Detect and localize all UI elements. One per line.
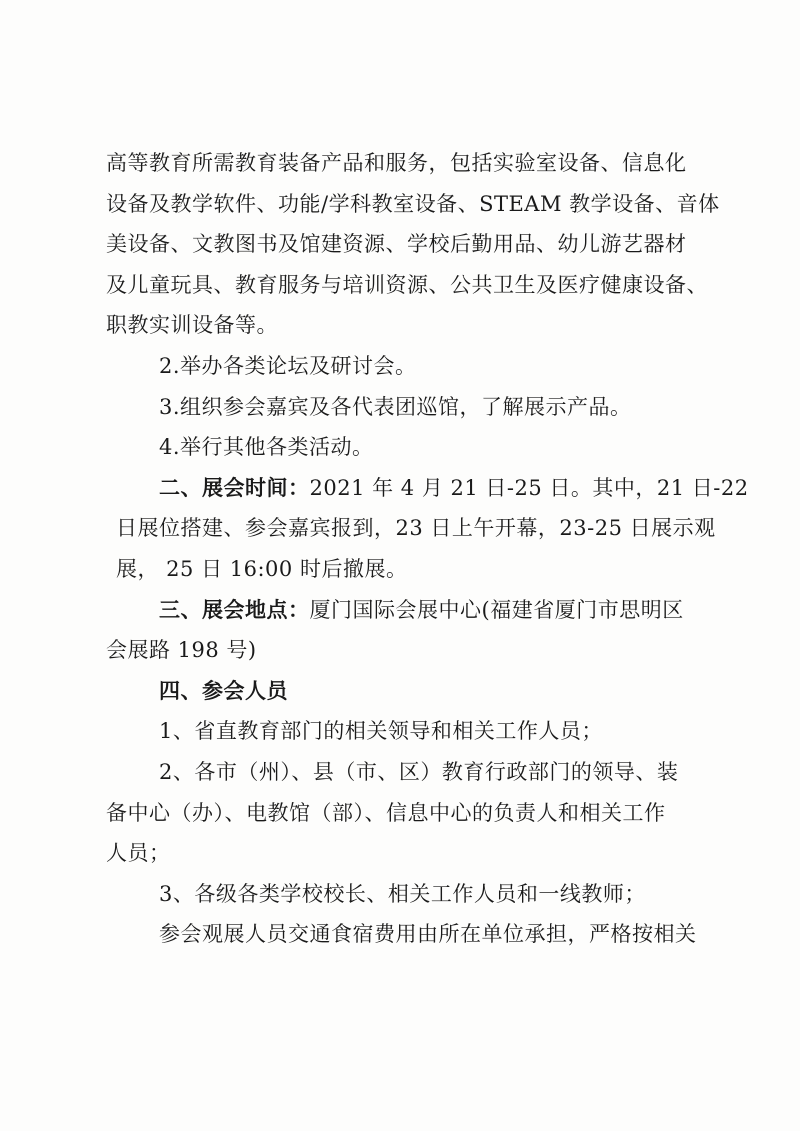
time-heading: 二、展会时间： bbox=[159, 475, 310, 500]
document-body bbox=[106, 143, 749, 955]
body-line: 职教实训设备等。 bbox=[106, 313, 278, 338]
place-section bbox=[106, 590, 696, 631]
time-text: 2021 年 4 月 21 日-25 日。其中，21 日-22 bbox=[309, 475, 749, 500]
body-line: 设备及教学软件、功能/学科教室设备、STEAM 教学设备、音体 bbox=[106, 191, 720, 216]
list-item: 2.举办各类论坛及研讨会。 bbox=[159, 353, 417, 378]
attendees-heading: 四、参会人员 bbox=[159, 678, 288, 703]
time-section bbox=[106, 468, 749, 509]
time-line-2: 日展位搭建、参会嘉宾报到，23 日上午开幕，23-25 日展示观 bbox=[116, 516, 716, 541]
attendee-item-cont: 备中心（办）、电教馆（部）、信息中心的负责人和相关工作 bbox=[106, 800, 666, 825]
list-item: 3.组织参会嘉宾及各代表团巡馆，了解展示产品。 bbox=[159, 394, 632, 419]
attendee-item: 2、各市（州）、县（市、区）教育行政部门的领导、装 bbox=[159, 759, 679, 784]
time-line-3: 展， 25 日 16:00 时后撤展。 bbox=[116, 556, 408, 581]
attendee-note: 参会观展人员交通食宿费用由所在单位承担，严格按相关 bbox=[159, 922, 697, 947]
body-line: 及儿童玩具、教育服务与培训资源、公共卫生及医疗健康设备、 bbox=[106, 272, 708, 297]
place-line-2: 会展路 198 号) bbox=[106, 638, 257, 663]
body-line: 高等教育所需教育装备产品和服务，包括实验室设备、信息化 bbox=[106, 151, 687, 175]
place-text: 厦门国际会展中心(福建省厦门市思明区 bbox=[309, 597, 684, 622]
place-heading: 三、展会地点： bbox=[159, 597, 310, 622]
list-item: 4.举行其他各类活动。 bbox=[159, 435, 374, 460]
body-line: 美设备、文教图书及馆建资源、学校后勤用品、幼儿游艺器材 bbox=[106, 232, 687, 257]
attendee-item: 1、省直教育部门的相关领导和相关工作人员； bbox=[159, 719, 603, 744]
attendee-item-cont: 人员； bbox=[106, 841, 171, 866]
attendee-item: 3、各级各类学校校长、相关工作人员和一线教师； bbox=[159, 881, 646, 906]
